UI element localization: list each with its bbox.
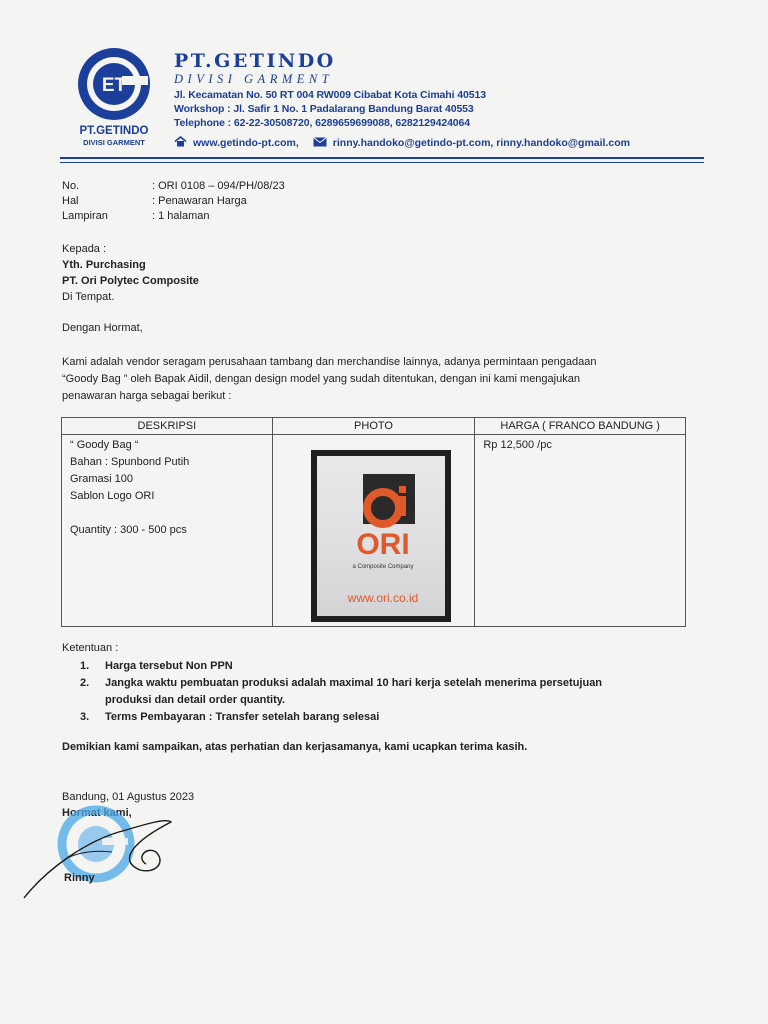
list-item: 1. Harga tersebut Non PPN xyxy=(80,660,233,672)
description-cell xyxy=(62,435,273,627)
header-photo: PHOTO xyxy=(272,418,475,435)
bag-brand: ORI xyxy=(356,528,410,561)
company-logo xyxy=(66,46,162,146)
recipient-kepada: Kepada : xyxy=(62,243,107,255)
signature-stamp xyxy=(16,800,186,900)
company-name: PT.GETINDO xyxy=(174,50,336,72)
desc-print: Sablon Logo ORI xyxy=(70,490,155,502)
intro-line-1: Kami adalah vendor seragam perusahaan tambang dan merchandise lainnya, adanya permintaan pengadaan xyxy=(62,356,597,368)
desc-material: Bahan : Spunbond Putih xyxy=(70,456,190,468)
price-cell xyxy=(475,435,686,627)
list-item: 3. Terms Pembayaran : Transfer setelah barang selesai xyxy=(80,711,380,723)
logo-subtext: DIVISI GARMENT xyxy=(83,138,145,146)
table-row xyxy=(62,435,686,627)
meta-hal-value: : Penawaran Harga xyxy=(152,195,247,207)
offer-table xyxy=(61,417,686,627)
company-workshop: Workshop : Jl. Safir 1 No. 1 Padalarang Bandung Barat 40553 xyxy=(174,103,474,115)
meta-lampiran-label: Lampiran xyxy=(62,210,108,222)
meta-no-label: No. xyxy=(62,180,80,192)
company-division: DIVISI GARMENT xyxy=(174,72,334,86)
company-contact xyxy=(174,136,630,150)
salutation: Dengan Hormat, xyxy=(62,322,143,334)
desc-grammage: Gramasi 100 xyxy=(70,473,133,485)
photo-cell xyxy=(272,435,475,627)
intro-line-3: penawaran harga sebagai berikut : xyxy=(62,390,232,402)
terms-title: Ketentuan : xyxy=(62,642,119,654)
desc-title: “ Goody Bag “ xyxy=(70,439,139,451)
company-emails[interactable]: rinny.handoko@getindo-pt.com, rinny.handoko@gmail.com xyxy=(332,137,630,149)
closing-text: Demikian kami sampaikan, atas perhatian dan kerjasamanya, kami ucapkan terima kasih. xyxy=(62,741,528,753)
bag-url: www.ori.co.id xyxy=(347,591,419,605)
home-icon xyxy=(174,136,187,150)
product-photo xyxy=(311,450,451,622)
company-telephone: Telephone : 62-22-30508720, 6289659699088, 6282129424064 xyxy=(174,117,471,129)
table-header-row xyxy=(62,418,686,435)
recipient-place: Di Tempat. xyxy=(62,291,115,303)
meta-hal-label: Hal xyxy=(62,195,79,207)
desc-quantity: Quantity : 300 - 500 pcs xyxy=(70,524,187,536)
svg-text:ET: ET xyxy=(101,75,127,96)
recipient-yth: Yth. Purchasing xyxy=(62,259,146,271)
header-deskripsi: DESKRIPSI xyxy=(62,418,273,435)
company-website[interactable]: www.getindo-pt.com, xyxy=(193,137,299,149)
mail-icon xyxy=(313,137,327,150)
ori-logo xyxy=(317,456,445,616)
logo-text: PT.GETINDO xyxy=(79,125,149,137)
sign-place-date: Bandung, 01 Agustus 2023 xyxy=(62,791,195,803)
sign-name: Rinny xyxy=(64,872,95,884)
meta-lampiran-value: : 1 halaman xyxy=(152,210,210,222)
sign-regards: Hormat kami, xyxy=(62,807,132,819)
company-address: Jl. Kecamatan No. 50 RT 004 RW009 Cibabat Kota Cimahi 40513 xyxy=(174,89,486,101)
list-item: 2. Jangka waktu pembuatan produksi adalah maximal 10 hari kerja setelah menerima persetujuan xyxy=(80,677,603,689)
letterhead-rule xyxy=(60,157,704,159)
bag-tagline: a Composite Company xyxy=(352,564,414,570)
header-harga: HARGA ( FRANCO BANDUNG ) xyxy=(475,418,686,435)
list-item: produksi dan detail order quantity. xyxy=(105,694,286,706)
intro-line-2: “Goody Bag ” oleh Bapak Aidil, dengan design model yang sudah ditentukan, dengan ini kami mengajukan xyxy=(62,373,580,385)
recipient-company: PT. Ori Polytec Composite xyxy=(62,275,199,287)
meta-no-value: : ORI 0108 – 094/PH/08/23 xyxy=(152,180,285,192)
terms-list xyxy=(64,658,602,726)
price-value: Rp 12,500 /pc xyxy=(483,439,552,451)
letterhead-rule-thin xyxy=(60,162,704,163)
